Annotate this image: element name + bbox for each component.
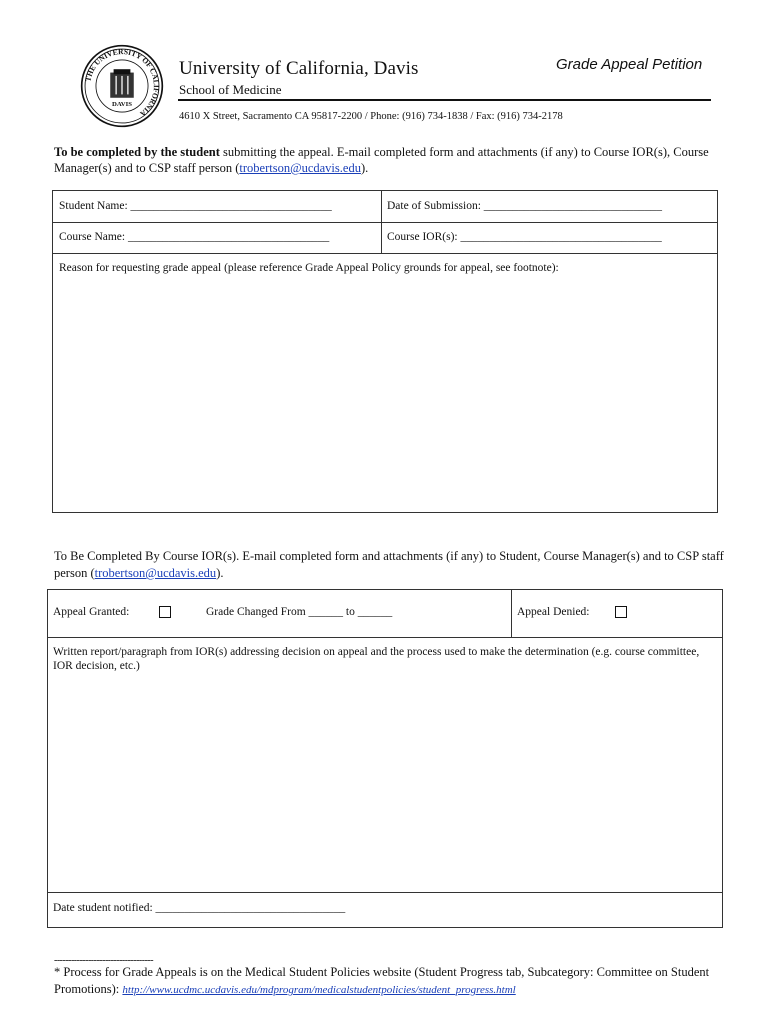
university-seal-icon: [80, 44, 164, 128]
student-form-table: [52, 190, 718, 513]
student-instructions-text: submitting the appeal. E-mail completed form and attachments (if any) to Course IOR(s), Course Manager(s) and to CSP staff person (: [54, 145, 709, 175]
ior-email-link[interactable]: trobertson@ucdavis.edu: [94, 566, 217, 580]
appeal-denied-label: Appeal Denied:: [517, 606, 590, 618]
footnote-text: * Process for Grade Appeals is on the Medical Student Policies website (Student Progress tab, Subcategory: Committee on Student Promotions):: [54, 965, 710, 996]
ior-form-table: [47, 589, 723, 928]
student-instructions: [54, 144, 724, 176]
student-email-link[interactable]: trobertson@ucdavis.edu: [239, 161, 361, 175]
table-row: [48, 892, 722, 893]
ior-instructions: [54, 548, 734, 582]
column-divider: [381, 191, 382, 253]
written-report-label: Written report/paragraph from IOR(s) addressing decision on appeal and the process used to make the determination (e.g. course committee, IOR decision, etc.): [53, 646, 700, 672]
footnote-rule: -----------------------------------: [54, 955, 154, 966]
appeal-granted-label: Appeal Granted:: [53, 606, 130, 618]
date-student-notified-field[interactable]: Date student notified: _________________________________: [53, 902, 346, 914]
policy-url-link[interactable]: http://www.ucdmc.ucdavis.edu/mdprogram/medicalstudentpolicies/student_progress.html: [122, 984, 516, 996]
column-divider: [511, 590, 512, 637]
date-of-submission-field[interactable]: Date of Submission: _______________________________: [387, 200, 663, 212]
svg-text:THE UNIVERSITY OF CALIFORNIA: THE UNIVERSITY OF CALIFORNIA: [83, 47, 161, 119]
school-name: School of Medicine: [179, 82, 282, 97]
header-divider: [178, 99, 711, 101]
university-name: University of California, Davis: [179, 58, 419, 79]
reason-field-label: Reason for requesting grade appeal (please reference Grade Appeal Policy grounds for appeal, see footnote):: [59, 262, 559, 274]
appeal-denied-checkbox[interactable]: [615, 606, 627, 618]
course-ior-field[interactable]: Course IOR(s): ___________________________________: [387, 231, 662, 243]
svg-text:DAVIS: DAVIS: [111, 101, 133, 109]
ior-instructions-end: ).: [216, 566, 224, 580]
student-instructions-end: ).: [360, 161, 369, 175]
appeal-granted-checkbox[interactable]: [159, 606, 171, 618]
student-name-field[interactable]: Student Name: ___________________________________: [59, 200, 332, 212]
student-instructions-bold: To be completed by the student: [54, 145, 220, 159]
ior-instructions-text: To Be Completed By Course IOR(s). E-mail completed form and attachments (if any) to Student, Course Manager(s) and to CSP staff person (: [54, 549, 724, 580]
course-name-field[interactable]: Course Name: ___________________________________: [59, 231, 330, 243]
grade-changed-field[interactable]: Grade Changed From ______ to ______: [206, 606, 393, 618]
form-title: Grade Appeal Petition: [556, 56, 703, 73]
footnote: [54, 964, 744, 999]
address-line: 4610 X Street, Sacramento CA 95817-2200 / Phone: (916) 734-1838 / Fax: (916) 734-2178: [179, 111, 563, 122]
